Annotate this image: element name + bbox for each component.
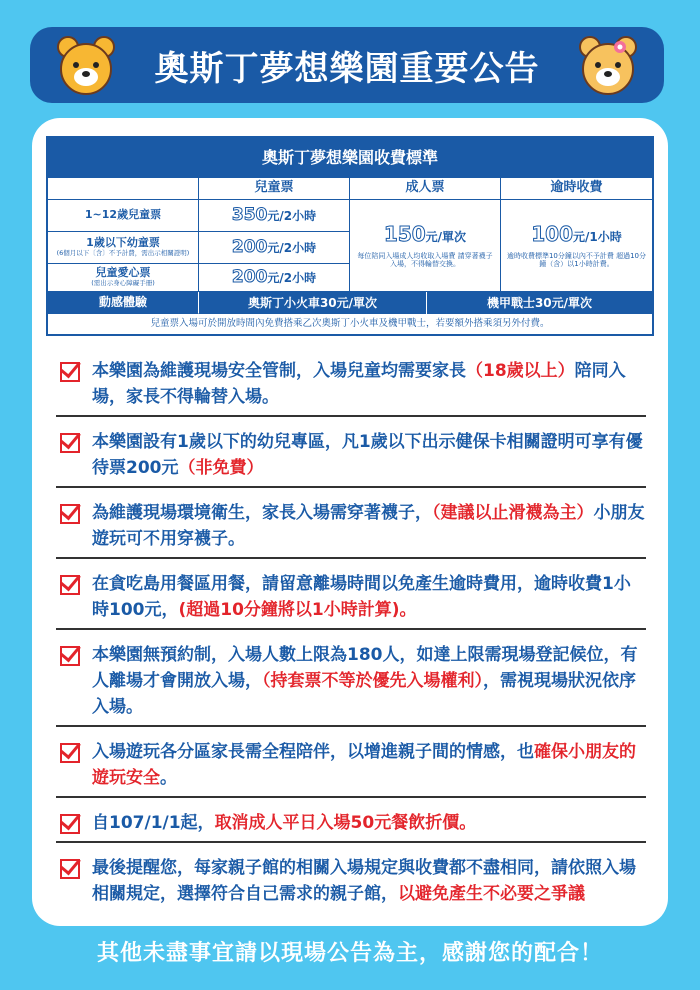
rule-item: 自107/1/1起，取消成人平日入場50元餐飲折價。 [56, 806, 646, 843]
price-child: 350元/2小時 [199, 200, 350, 232]
checkbox-icon [60, 575, 80, 595]
girl-bear-mascot-icon [576, 33, 640, 97]
page-title: 奧斯丁夢想樂園重要公告 [154, 48, 540, 89]
header-adult: 成人票 [350, 178, 501, 200]
footer-text: 其他未盡事宜請以現場公告為主，感謝您的配合！ [96, 941, 603, 966]
rule-item: 為維護現場環境衛生，家長入場需穿著襪子，（建議以止滑襪為主）小朋友遊玩可不用穿襪子。 [56, 496, 646, 559]
fee-table-title: 奧斯丁夢想樂園收費標準 [48, 138, 652, 178]
category-caring: 兒童愛心票 (需出示身心障礙手冊) [48, 264, 199, 292]
fee-note: 兒童票入場可於開放時間內免費搭乘乙次奧斯丁小火車及機甲戰士，若要額外搭乘須另外付費。 [150, 318, 550, 329]
header-banner [30, 27, 664, 103]
category-infant: 1歲以下幼童票 (6個月以下〔含〕不予計費，需出示相關證明) [48, 232, 199, 264]
price-infant: 200元/2小時 [199, 232, 350, 264]
checkbox-icon [60, 504, 80, 524]
price-caring: 200元/2小時 [199, 264, 350, 292]
checkbox-icon [60, 646, 80, 666]
extra-row [199, 292, 652, 314]
rules-list [56, 354, 646, 912]
fee-table [46, 136, 654, 336]
checkbox-icon [60, 859, 80, 879]
checkbox-icon [60, 814, 80, 834]
header-child: 兒童票 [199, 178, 350, 200]
extra-label: 動感體驗 [48, 292, 199, 314]
overtime-fee-cell: 100元/1小時 逾時收費標準10分鐘以內不予計費 超過10分鐘（含）以1小時計費。 [501, 200, 652, 292]
train-fee-text: 奧斯丁小火車30元/單次 [199, 292, 427, 314]
category-child: 1~12歲兒童票 [48, 200, 199, 232]
rule-item: 本樂園設有1歲以下的幼兒專區，凡1歲以下出示健保卡相關證明可享有優待票200元（非免費） [56, 425, 646, 488]
robot-fee-text: 機甲戰士30元/單次 [486, 296, 593, 310]
checkbox-icon [60, 743, 80, 763]
header-overtime: 逾時收費 [501, 178, 652, 200]
rule-item: 最後提醒您，每家親子館的相關入場規定與收費都不盡相同，請依照入場相關規定，選擇符合自己需求的親子館，以避免產生不必要之爭議 [56, 851, 646, 912]
header-empty [48, 178, 199, 200]
adult-fee-cell: 150元/單次 每位陪同入場成人均收取入場費 請穿著襪子入場，不得輪替交換。 [350, 200, 501, 292]
rule-item: 入場遊玩各分區家長需全程陪伴，以增進親子間的情感，也確保小朋友的遊玩安全。 [56, 735, 646, 798]
rule-item: 本樂園為維護現場安全管制，入場兒童均需要家長（18歲以上）陪同入場，家長不得輪替入場。 [56, 354, 646, 417]
checkbox-icon [60, 433, 80, 453]
rule-item: 在貪吃島用餐區用餐，請留意離場時間以免產生逾時費用，逾時收費1小時100元，(超過10分鐘將以1小時計算)。 [56, 567, 646, 630]
notice-card [32, 118, 668, 926]
bear-mascot-icon [54, 33, 118, 97]
rule-item: 本樂園無預約制，入場人數上限為180人，如達上限需現場登記候位，有人離場才會開放入場，（持套票不等於優先入場權利），需視現場狀況依序入場。 [56, 638, 646, 727]
checkbox-icon [60, 362, 80, 382]
